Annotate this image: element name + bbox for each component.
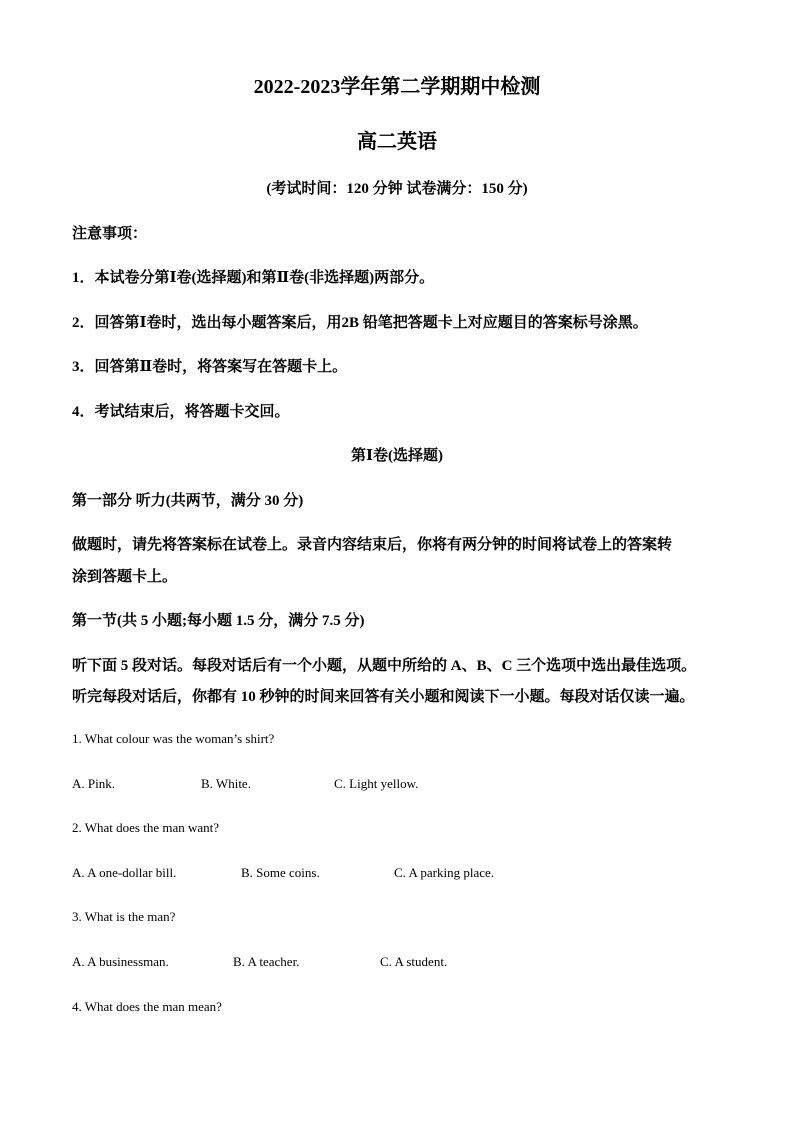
question-option: C. A parking place. [394, 865, 495, 880]
question-stem: 2. What does the man want? [72, 820, 220, 835]
question-option: C. Light yellow. [334, 776, 419, 791]
question-option: A. A one-dollar bill. [72, 865, 177, 880]
question-option: A. A businessman. [72, 954, 169, 969]
notes-item: 1．本试卷分第Ⅰ卷(选择题)和第Ⅱ卷(非选择题)两部分。 [72, 270, 435, 286]
question-option: B. White. [201, 776, 251, 791]
section1-instruction: 听下面 5 段对话。每段对话后有一个小题，从题中所给的 A、B、C 三个选项中选出最佳选项。 [72, 658, 697, 674]
question-option: B. A teacher. [233, 954, 300, 969]
notes-item: 3．回答第Ⅱ卷时，将答案写在答题卡上。 [72, 359, 348, 375]
section1-instruction: 听完每段对话后，你都有 10 秒钟的时间来回答有关小题和阅读下一小题。每段对话仅读一遍。 [72, 689, 695, 705]
section1-heading: 第一节(共 5 小题;每小题 1.5 分，满分 7.5 分) [72, 613, 365, 629]
volume1-heading: 第Ⅰ卷(选择题) [350, 448, 443, 464]
question-stem: 1. What colour was the woman’s shirt? [72, 731, 275, 746]
exam-subject: 高二英语 [357, 131, 437, 153]
question-stem: 3. What is the man? [72, 909, 176, 924]
question-option: C. A student. [380, 954, 448, 969]
exam-info: (考试时间：120 分钟 试卷满分：150 分) [266, 181, 528, 197]
question-option: B. Some coins. [241, 865, 320, 880]
notes-item: 2．回答第Ⅰ卷时，选出每小题答案后，用2B 铅笔把答题卡上对应题目的答案标号涂黑。 [72, 315, 648, 331]
notes-item: 4．考试结束后，将答题卡交回。 [72, 404, 290, 420]
notes-heading: 注意事项： [72, 226, 148, 242]
exam-title: 2022-2023学年第二学期期中检测 [253, 76, 541, 98]
question-option: A. Pink. [72, 776, 115, 791]
part1-instruction: 涂到答题卡上。 [72, 569, 178, 585]
part1-heading: 第一部分 听力(共两节，满分 30 分) [72, 493, 304, 509]
part1-instruction: 做题时，请先将答案标在试卷上。录音内容结束后，你将有两分钟的时间将试卷上的答案转 [72, 537, 673, 553]
question-stem: 4. What does the man mean? [72, 999, 222, 1014]
